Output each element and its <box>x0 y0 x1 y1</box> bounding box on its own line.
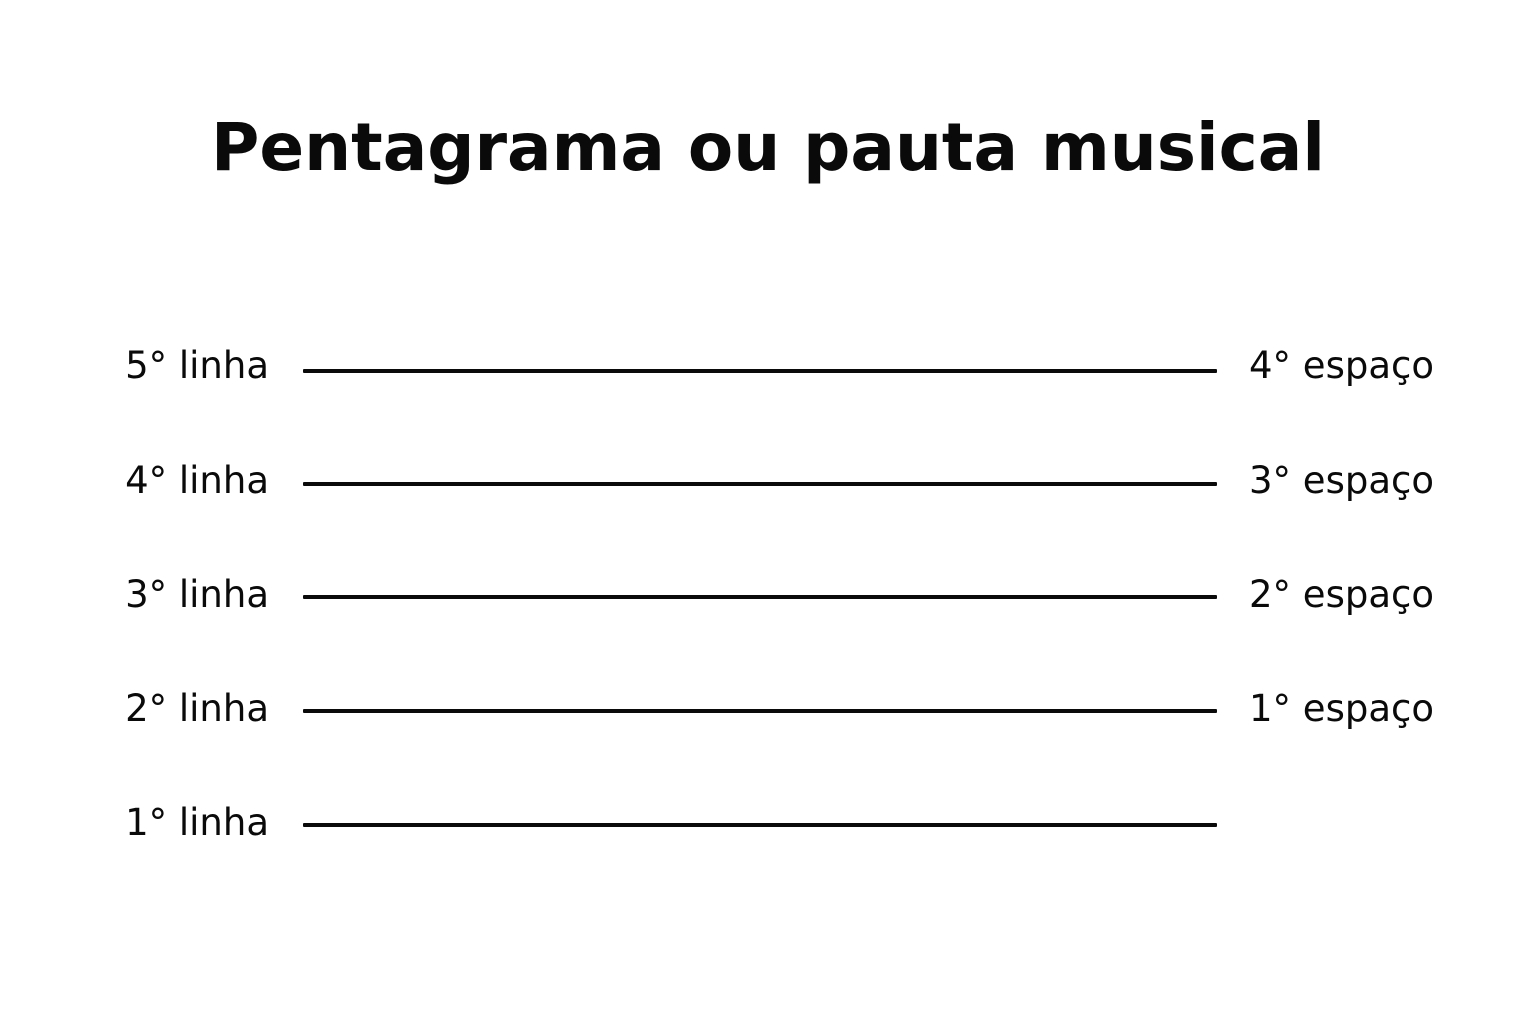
space-label-2: 2° espaço <box>1249 573 1434 616</box>
staff-line-4 <box>303 482 1217 486</box>
space-label-4: 4° espaço <box>1249 344 1434 387</box>
line-label-1: 1° linha <box>125 801 269 844</box>
line-label-3: 3° linha <box>125 573 269 616</box>
staff-line-5 <box>303 369 1217 373</box>
diagram-title: Pentagrama ou pauta musical <box>211 109 1325 186</box>
space-label-3: 3° espaço <box>1249 459 1434 502</box>
line-label-2: 2° linha <box>125 687 269 730</box>
line-label-5: 5° linha <box>125 344 269 387</box>
space-label-1: 1° espaço <box>1249 687 1434 730</box>
staff-line-1 <box>303 823 1217 827</box>
line-label-4: 4° linha <box>125 459 269 502</box>
staff-line-2 <box>303 709 1217 713</box>
staff-line-3 <box>303 595 1217 599</box>
